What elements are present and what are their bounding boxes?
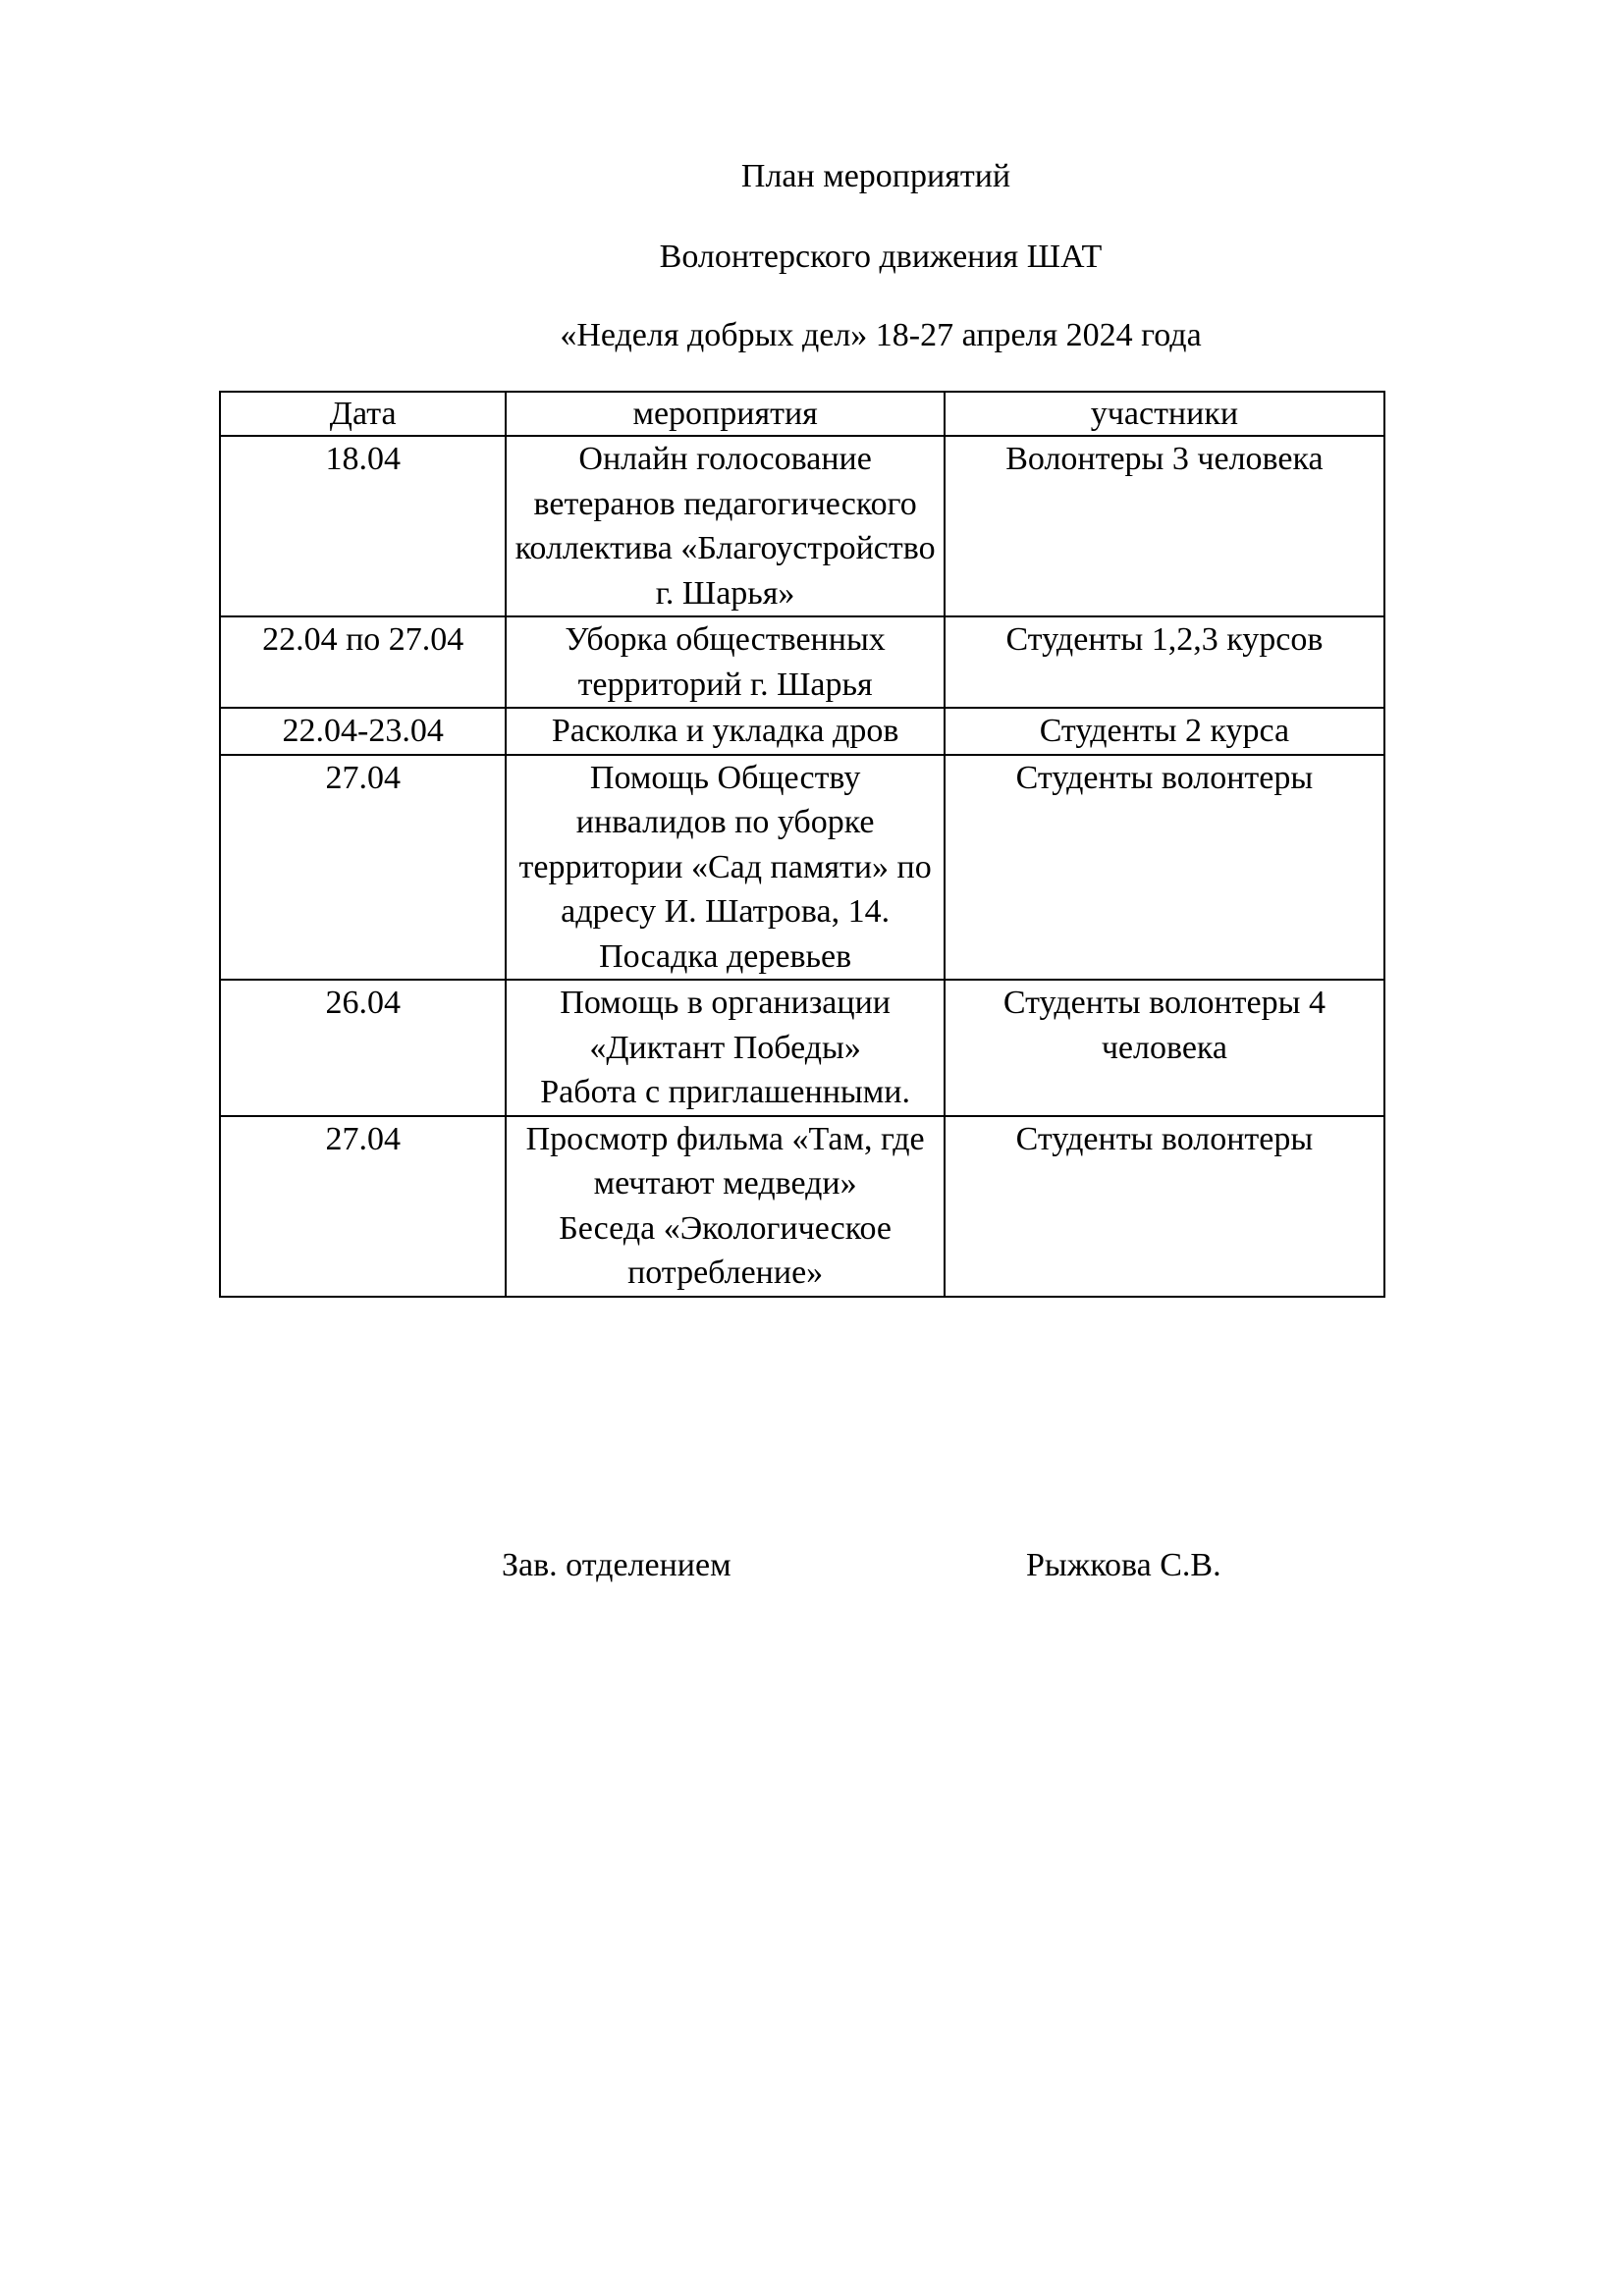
event-extra-text: Работа с приглашенными. bbox=[540, 1074, 910, 1110]
cell-participants: Студенты волонтеры bbox=[945, 1116, 1384, 1297]
cell-date: 22.04 по 27.04 bbox=[220, 616, 506, 708]
document-title: План мероприятий bbox=[740, 158, 1011, 194]
event-extra-text: Беседа «Экологическое потребление» bbox=[559, 1209, 893, 1291]
event-text: Просмотр фильма «Там, где мечтают медведи» bbox=[525, 1120, 925, 1201]
cell-date: 18.04 bbox=[220, 436, 506, 616]
cell-event bbox=[506, 708, 944, 755]
event-text: Онлайн голосование ветеранов педагогического коллектива «Благоустройство г. Шарья» bbox=[514, 441, 936, 612]
header-date: Дата bbox=[220, 392, 506, 436]
events-table bbox=[219, 391, 1385, 1298]
document-period: «Неделя добрых дел» 18-27 апреля 2024 года bbox=[560, 317, 1202, 353]
event-text: Помощь в организации «Диктант Победы» bbox=[560, 985, 891, 1066]
cell-date: 26.04 bbox=[220, 980, 506, 1116]
table-header-row bbox=[220, 392, 1384, 436]
cell-participants: Студенты волонтеры bbox=[945, 755, 1384, 981]
cell-date: 22.04-23.04 bbox=[220, 708, 506, 755]
event-text: Расколка и укладка дров bbox=[551, 713, 899, 749]
signature-position: Зав. отделением bbox=[502, 1547, 731, 1583]
header-events: мероприятия bbox=[506, 392, 944, 436]
event-text: Уборка общественных территорий г. Шарья bbox=[565, 621, 886, 703]
cell-event bbox=[506, 755, 944, 981]
cell-event bbox=[506, 980, 944, 1116]
cell-participants: Студенты 2 курса bbox=[945, 708, 1384, 755]
table-row bbox=[220, 616, 1384, 708]
event-extra-text: Посадка деревьев bbox=[599, 937, 852, 975]
cell-participants: Волонтеры 3 человека bbox=[945, 436, 1384, 616]
table-row bbox=[220, 980, 1384, 1116]
document-subtitle: Волонтерского движения ШАТ bbox=[659, 239, 1103, 275]
cell-date: 27.04 bbox=[220, 755, 506, 981]
cell-participants: Студенты волонтеры 4 человека bbox=[945, 980, 1384, 1116]
cell-participants: Студенты 1,2,3 курсов bbox=[945, 616, 1384, 708]
cell-date: 27.04 bbox=[220, 1116, 506, 1297]
table-row bbox=[220, 708, 1384, 755]
table-row bbox=[220, 436, 1384, 616]
cell-event bbox=[506, 616, 944, 708]
table-row bbox=[220, 1116, 1384, 1297]
cell-event bbox=[506, 1116, 944, 1297]
cell-event bbox=[506, 436, 944, 616]
signature-name: Рыжкова С.В. bbox=[1026, 1547, 1221, 1583]
table-row bbox=[220, 755, 1384, 981]
header-participants: участники bbox=[945, 392, 1384, 436]
event-text: Помощь Обществу инвалидов по уборке территории «Сад памяти» по адресу И. Шатрова, 14. bbox=[518, 759, 932, 930]
